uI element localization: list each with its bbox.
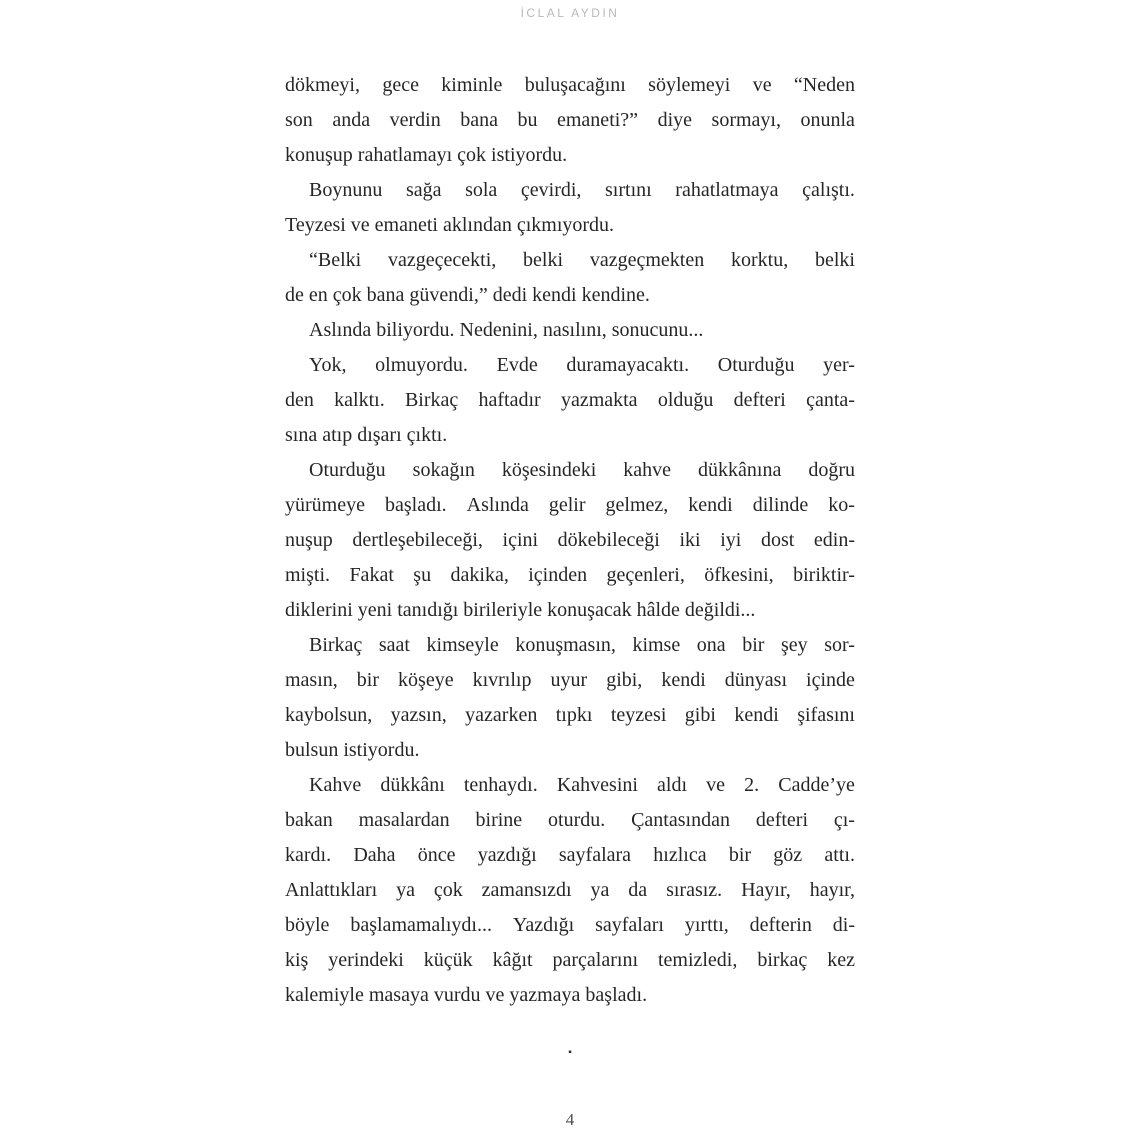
text-line [285,768,855,803]
word: 2. [744,774,760,796]
word: ko- [828,494,855,516]
text-line [285,838,855,873]
word: ve [752,74,772,96]
word: çanta- [806,389,855,411]
word: olmuyordu. [375,354,468,376]
word: dertleşebileceği, [352,529,483,551]
paragraph [285,313,855,348]
text-line: Aslında biliyordu. Nedenini, nasılını, sonucunu... [309,319,704,341]
text-line [285,383,855,418]
word: den [285,389,314,411]
word: içini [502,529,539,551]
text-line: de en çok bana güvendi,” dedi kendi kendine. [285,284,650,306]
word: Oturduğu [717,354,795,376]
word: bana [460,109,498,131]
word: önce [417,844,456,866]
word: diye [657,109,693,131]
word: dilinde [752,494,809,516]
word: Cadde’ye [778,774,855,796]
word: Anlattıkları [285,879,378,901]
word: anda [332,109,371,131]
word: köşeye [398,669,454,691]
word: Fakat [349,564,394,586]
word: kendi [734,704,779,726]
paragraph [285,768,855,1013]
word: kimse [632,634,681,656]
word: ve [706,774,726,796]
word: defteri [733,389,786,411]
word: duramayacaktı. [566,354,690,376]
word: çı- [833,809,855,831]
word: yazarken [465,704,538,726]
word: hızlıca [653,844,707,866]
word: yırttı, [684,914,729,936]
word: emaneti?” [557,109,639,131]
text-line: kalemiyle masaya vurdu ve yazmaya başladı. [285,984,648,1006]
word: sağa [405,179,442,201]
word: içinden [528,564,588,586]
word: birkaç [757,949,808,971]
word: sayfalara [558,844,632,866]
word: Hayır, [741,879,791,901]
word: kiminle [441,74,503,96]
text-line [285,523,855,558]
word: dökebileceği [557,529,660,551]
word: aldı [657,774,688,796]
word: sırtını [605,179,652,201]
word: Aslında [466,494,529,516]
word: bir [356,669,380,691]
word: bir [728,844,752,866]
text-line [285,243,855,278]
word: Birkaç [404,389,459,411]
paragraph [285,453,855,628]
word: iyi [720,529,742,551]
word: nuşup [285,529,333,551]
word: dökmeyi, [285,74,360,96]
word: vazgeçecekti, [388,249,497,271]
word: kendi [661,669,706,691]
text-line [285,348,855,383]
word: gibi [684,704,716,726]
paragraph [285,348,855,453]
word: küçük [423,949,473,971]
word: saat [378,634,410,656]
paragraph [285,173,855,243]
word: temizledi, [657,949,738,971]
word: sola [465,179,498,201]
text-line [285,628,855,663]
word: yazdığı [477,844,537,866]
word: içinde [806,669,855,691]
word: kardı. [285,844,332,866]
text-line [285,173,855,208]
word: yazmakta [560,389,638,411]
word: verdin [389,109,441,131]
text-line [285,488,855,523]
word: konuşmasın, [515,634,616,656]
text-line [285,558,855,593]
word: kez [827,949,855,971]
word: birine [475,809,523,831]
word: yazsın, [390,704,447,726]
word: gibi, [606,669,643,691]
word: parçalarını [552,949,639,971]
word: edin- [813,529,855,551]
word: Boynunu [309,179,383,201]
word: şu [413,564,432,586]
text-line [285,803,855,838]
word: buluşacağını [524,74,626,96]
text-line [285,103,855,138]
word: şifasını [797,704,855,726]
word: ya [590,879,610,901]
word: belki [523,249,564,271]
text-line [285,453,855,488]
word: dükkânına [698,459,782,481]
word: Oturduğu [309,459,386,481]
word: bir [742,634,765,656]
word: Birkaç [309,634,363,656]
word: son [285,109,313,131]
word: Yok, [309,354,347,376]
word: haftadır [478,389,541,411]
word: zamansızdı [481,879,572,901]
word: kaybolsun, [285,704,373,726]
text-line [285,663,855,698]
word: sokağın [412,459,475,481]
word: kâğıt [492,949,533,971]
word: çalıştı. [802,179,855,201]
text-line: bulsun istiyordu. [285,739,420,761]
text-line [285,68,855,103]
word: sayfaları [595,914,664,936]
word: attı. [824,844,855,866]
word: korktu, [730,249,789,271]
word: sor- [824,634,855,656]
word: bu [517,109,538,131]
word: dakika, [450,564,509,586]
word: tenhaydı. [463,774,538,796]
text-line [285,908,855,943]
word: öfkesini, [704,564,774,586]
word: Evde [496,354,538,376]
word: onunla [800,109,855,131]
word: Çantasından [631,809,730,831]
word: teyzesi [610,704,667,726]
word: kimseyle [426,634,499,656]
running-header: İCLAL AYDIN [520,6,620,20]
word: söylemeyi [648,74,731,96]
word: sırasız. [666,879,723,901]
word: gelir [548,494,586,516]
word: gelmez, [605,494,669,516]
page-content [285,68,855,1013]
word: ona [696,634,726,656]
word: vazgeçmekten [589,249,705,271]
word: “Neden [793,74,855,96]
word: Daha [353,844,396,866]
text-line [285,943,855,978]
text-line [285,698,855,733]
word: oturdu. [548,809,606,831]
word: belki [814,249,855,271]
word: çok [433,879,463,901]
word: olduğu [657,389,714,411]
word: rahatlatmaya [675,179,779,201]
word: kahve [623,459,672,481]
word: yer- [823,354,855,376]
word: kendi [688,494,733,516]
word: hayır, [809,879,855,901]
word: gece [382,74,419,96]
word: defterin [749,914,812,936]
word: böyle [285,914,330,936]
word: masalardan [358,809,450,831]
word: şey [781,634,808,656]
text-line: diklerini yeni tanıdığı birileriyle konuşacak hâlde değildi... [285,599,756,621]
word: göz [773,844,803,866]
word: “Belki [309,249,362,271]
word: mişti. [285,564,331,586]
text-line [285,873,855,908]
text-line: sına atıp dışarı çıktı. [285,424,448,446]
word: dost [760,529,795,551]
word: kiş [285,949,309,971]
word: yerindeki [328,949,404,971]
word: biriktir- [793,564,855,586]
paragraph [285,68,855,173]
word: iki [679,529,701,551]
page-number: 4 [565,1110,575,1129]
word: Yazdığı [512,914,575,936]
paragraph [285,243,855,313]
word: köşesindeki [501,459,597,481]
word: doğru [808,459,855,481]
section-divider: ▪ [568,1047,572,1058]
word: kıvrılıp [472,669,532,691]
word: dünyası [724,669,787,691]
word: uyur [550,669,588,691]
word: ya [396,879,415,901]
word: dükkânı [380,774,445,796]
word: sormayı, [711,109,781,131]
word: geçenleri, [606,564,685,586]
word: yürümeye [285,494,365,516]
paragraph [285,628,855,768]
word: masın, [285,669,338,691]
word: tıpkı [555,704,593,726]
word: başladı. [384,494,447,516]
word: di- [832,914,855,936]
word: başlamamalıydı... [350,914,492,936]
word: çevirdi, [520,179,582,201]
word: da [628,879,648,901]
text-line: Teyzesi ve emaneti aklından çıkmıyordu. [285,214,615,236]
text-line: konuşup rahatlamayı çok istiyordu. [285,144,568,166]
word: defteri [755,809,808,831]
word: Kahvesini [556,774,638,796]
word: bakan [285,809,333,831]
word: Kahve [309,774,362,796]
word: kalktı. [334,389,385,411]
